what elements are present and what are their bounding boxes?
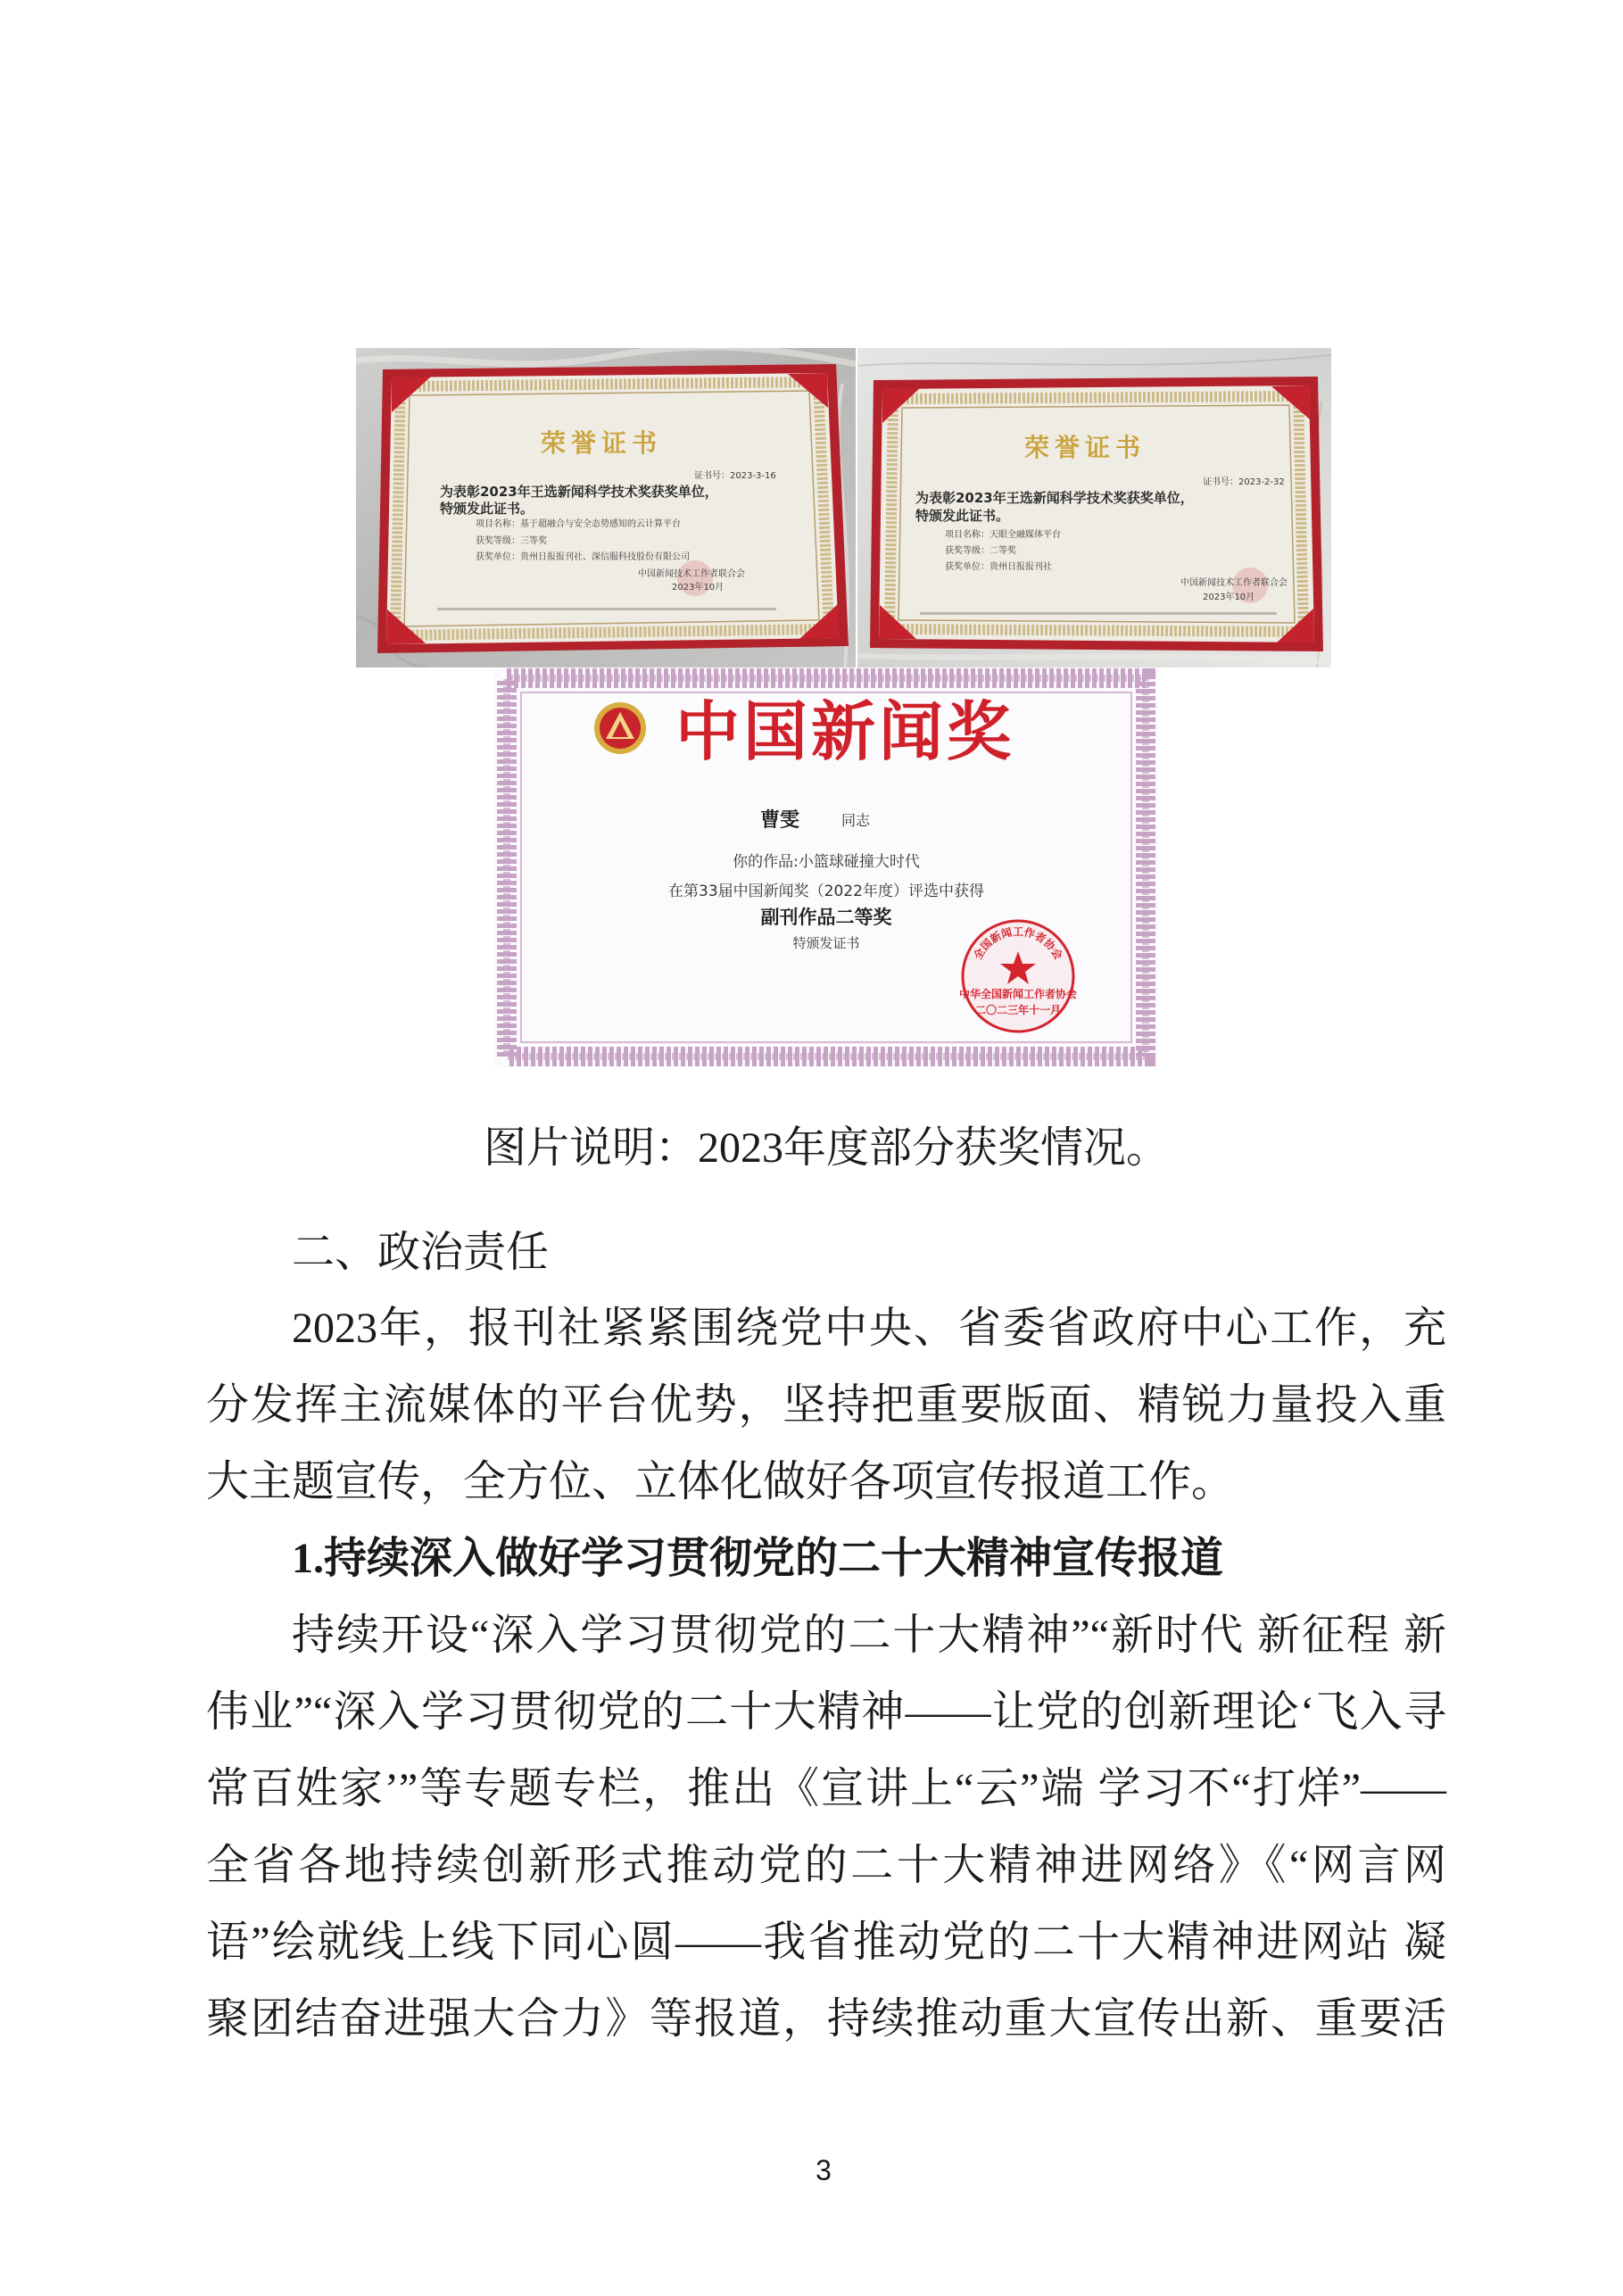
fine-print-line xyxy=(920,612,1277,615)
photo-certificate-left xyxy=(356,348,856,667)
paragraph-line: 分发挥主流媒体的平台优势，坚持把重要版面、精锐力量投入重 xyxy=(206,1381,1446,1429)
certificate-unit: 获奖单位：贵州日报报刊社 xyxy=(945,562,1052,572)
paragraph-line: 2023年，报刊社紧紧围绕党中央、省委省政府中心工作，充 xyxy=(292,1305,1446,1352)
news-award-certificate xyxy=(494,667,1158,1067)
news-award-graphic xyxy=(494,667,1158,1067)
certificate-citation: 特颁发此证书。 xyxy=(440,501,534,517)
certificate-citation: 为表彰2023年王选新闻科学技术奖获奖单位， xyxy=(440,484,718,500)
section-heading: 二、政治责任 xyxy=(292,1227,550,1277)
certificate-title: 荣誉证书 xyxy=(1023,433,1147,462)
paragraph-line: 全省各地持续创新形式推动党的二十大精神进网络》《“网言网 xyxy=(206,1842,1446,1889)
award-closing: 特颁发证书 xyxy=(792,935,860,951)
seal-ring-text-path: 全国新闻工作者协会 xyxy=(971,925,1065,962)
figure-caption: 图片说明：2023年度部分获奖情况。 xyxy=(483,1124,1169,1172)
paragraph-line: 聚团结奋进强大合力》等报道，持续推动重大宣传出新、重要活 xyxy=(206,1995,1446,2043)
award-honorific: 同志 xyxy=(841,812,871,829)
paragraph-line: 大主题宣传，全方位、立体化做好各项宣传报道工作。 xyxy=(206,1458,1235,1505)
subsection-heading: 1.持续深入做好学习贯彻党的二十大精神宣传报道 xyxy=(292,1535,1224,1582)
certificate-number: 证书号：2023-3-16 xyxy=(694,471,776,481)
award-title: 中国新闻奖 xyxy=(675,693,1015,769)
page-number: 3 xyxy=(816,2154,832,2186)
certificate-number: 证书号：2023-2-32 xyxy=(1203,477,1285,487)
paragraph xyxy=(206,1597,1446,2058)
seal-date: 二〇二三年十一月 xyxy=(974,1004,1062,1016)
body-text xyxy=(206,1110,1446,2058)
award-event: 在第33届中国新闻奖（2022年度）评选中获得 xyxy=(668,883,984,900)
photo-certificate-right xyxy=(857,348,1331,667)
fine-print-line xyxy=(437,608,776,610)
certificate-right-graphic xyxy=(857,348,1331,667)
seal-issuer: 中华全国新闻工作者协会 xyxy=(958,988,1078,1000)
certificate-project: 项目名称：天眼全融媒体平台 xyxy=(945,530,1061,540)
certificate-citation: 为表彰2023年王选新闻科学技术奖获奖单位， xyxy=(915,490,1194,506)
certificate-title: 荣誉证书 xyxy=(540,428,663,458)
certificate-unit: 获奖单位：贵州日报报刊社、深信服科技股份有限公司 xyxy=(476,552,690,562)
press-association-emblem xyxy=(594,702,646,754)
certificate-date: 2023年10月 xyxy=(672,583,725,593)
certificate-date: 2023年10月 xyxy=(1203,593,1255,602)
certificate-citation: 特颁发此证书。 xyxy=(915,508,1010,524)
certificate-level: 获奖等级：二等奖 xyxy=(945,546,1016,556)
award-prize: 副刊作品二等奖 xyxy=(760,907,892,928)
paragraph xyxy=(206,1290,1446,1521)
certificate-level: 获奖等级：三等奖 xyxy=(476,536,547,546)
paragraph-line: 常百姓家’”等专题专栏，推出《宣讲上“云”端 学习不“打烊”—— xyxy=(206,1765,1446,1812)
certificate-issuer: 中国新闻技术工作者联合会 xyxy=(1180,578,1288,588)
paragraph-line: 伟业”“深入学习贯彻党的二十大精神——让党的创新理论‘飞入寻 xyxy=(206,1688,1446,1736)
award-recipient: 曹雯 xyxy=(759,809,799,832)
official-seal xyxy=(959,921,1077,1032)
paragraph-line: 语”绘就线上线下同心圆——我省推动党的二十大精神进网站 凝 xyxy=(206,1919,1446,1966)
paragraph-line: 持续开设“深入学习贯彻党的二十大精神”“新时代 新征程 新 xyxy=(292,1612,1446,1659)
certificate-project: 项目名称：基于超融合与安全态势感知的云计算平台 xyxy=(476,519,681,529)
certificate-issuer: 中国新闻技术工作者联合会 xyxy=(638,569,745,579)
award-work: 你的作品:小篮球碰撞大时代 xyxy=(733,853,920,871)
certificate-left-graphic xyxy=(356,348,856,667)
